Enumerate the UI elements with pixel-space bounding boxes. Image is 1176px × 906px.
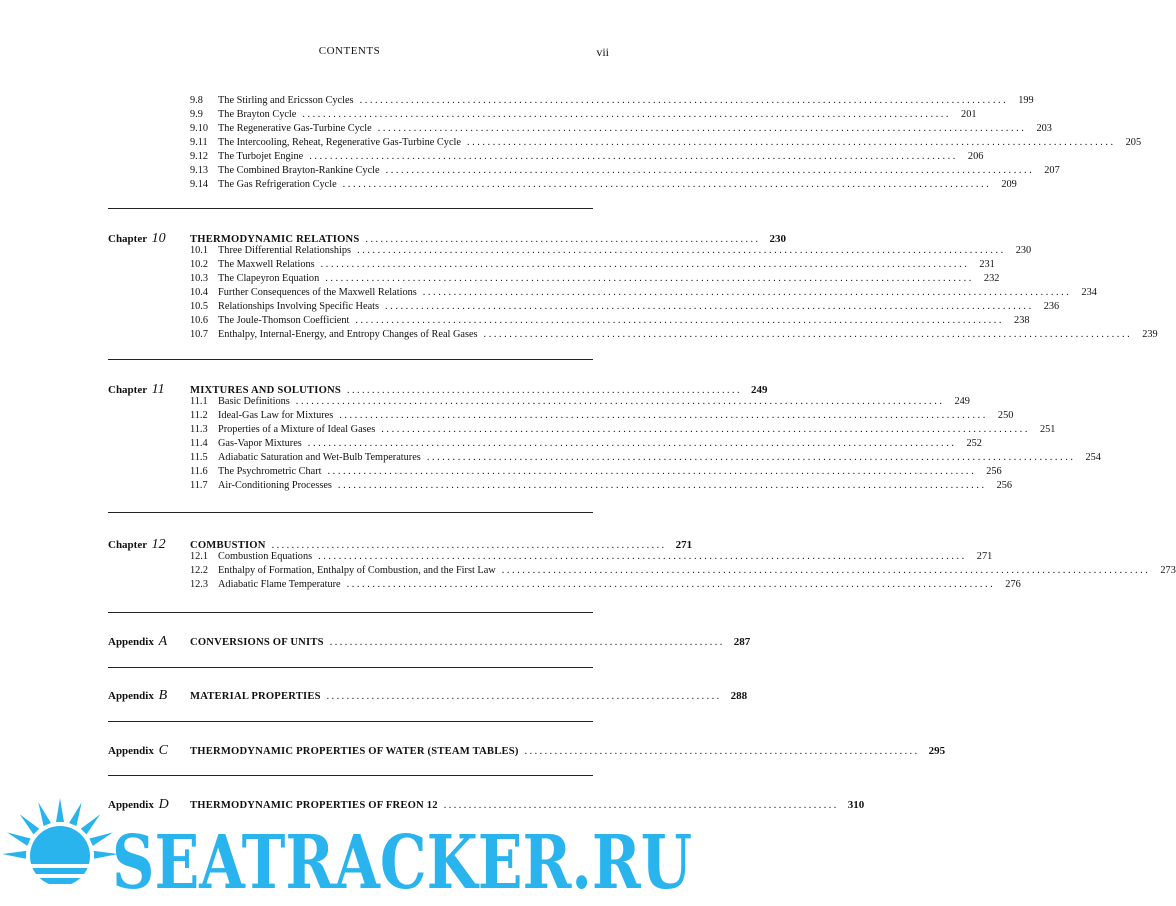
toc-section-entry[interactable]: 9.14 The Gas Refrigeration Cycle . . . 209	[190, 179, 593, 193]
appendix-letter: A	[158, 634, 168, 649]
toc-chapter-12[interactable]: Chapter 12 COMBUSTION . . . 271	[108, 537, 593, 553]
section-divider	[108, 612, 593, 613]
section-divider	[108, 359, 593, 360]
appendix-letter: C	[158, 743, 168, 758]
toc-section-entry[interactable]: 9.9 The Brayton Cycle . . . 201	[190, 109, 593, 123]
watermark-text: SEATRACKER.RU	[112, 820, 692, 906]
toc-section-entry[interactable]: 11.6 The Psychrometric Chart . . . 256	[190, 466, 593, 480]
page-title: CONTENTS	[318, 45, 381, 57]
toc-appendix-d[interactable]: Appendix D THERMODYNAMIC PROPERTIES OF FREON 12 . . . 310	[108, 797, 593, 813]
section-divider	[108, 667, 593, 668]
toc-section-entry[interactable]: 12.1 Combustion Equations . . . 271	[190, 551, 593, 565]
toc-section-entry[interactable]: 11.3 Properties of a Mixture of Ideal Gases . . . 251	[190, 424, 593, 438]
toc-section-entry[interactable]: 10.5 Relationships Involving Specific Heats . . . 236	[190, 301, 593, 315]
toc-section-entry[interactable]: 9.8 The Stirling and Ericsson Cycles . . . 199	[190, 95, 593, 109]
toc-section-entry[interactable]: 10.2 The Maxwell Relations . . . 231	[190, 259, 593, 273]
appendix-letter: B	[158, 688, 168, 703]
section-divider	[108, 512, 593, 513]
toc-section-entry[interactable]: 10.3 The Clapeyron Equation . . . 232	[190, 273, 593, 287]
chapter-number: 10	[151, 231, 166, 246]
toc-chapter-11[interactable]: Chapter 11 MIXTURES AND SOLUTIONS . . . 249	[108, 382, 593, 398]
watermark	[0, 790, 699, 906]
toc-appendix-a[interactable]: Appendix A CONVERSIONS OF UNITS . . . 287	[108, 634, 593, 650]
toc-section-entry[interactable]: 10.7 Enthalpy, Internal-Energy, and Entropy Changes of Real Gases . . . 239	[190, 329, 593, 343]
page-header	[0, 45, 699, 61]
page-number: vii	[596, 45, 609, 59]
toc-appendix-b[interactable]: Appendix B MATERIAL PROPERTIES . . . 288	[108, 688, 593, 704]
toc-section-entry[interactable]: 12.2 Enthalpy of Formation, Enthalpy of Combustion, and the First Law . . . 273	[190, 565, 593, 579]
toc-section-entry[interactable]: 11.7 Air-Conditioning Processes . . . 256	[190, 480, 593, 494]
toc-section-entry[interactable]: 10.4 Further Consequences of the Maxwell Relations . . . 234	[190, 287, 593, 301]
toc-section-entry[interactable]: 9.10 The Regenerative Gas-Turbine Cycle . . . 203	[190, 123, 593, 137]
chapter-number: 11	[151, 382, 165, 397]
toc-section-entry[interactable]: 11.1 Basic Definitions . . . 249	[190, 396, 593, 410]
toc-section-entry[interactable]: 11.2 Ideal-Gas Law for Mixtures . . . 250	[190, 410, 593, 424]
section-divider	[108, 775, 593, 776]
section-divider	[108, 208, 593, 209]
appendix-letter: D	[158, 797, 169, 812]
toc-section-entry[interactable]: 10.6 The Joule-Thomson Coefficient . . . 238	[190, 315, 593, 329]
toc-appendix-c[interactable]: Appendix C THERMODYNAMIC PROPERTIES OF WATER (STEAM TABLES) . . . 295	[108, 743, 593, 759]
toc-section-entry[interactable]: 9.12 The Turbojet Engine . . . 206	[190, 151, 593, 165]
toc-section-entry[interactable]: 9.13 The Combined Brayton-Rankine Cycle . . . 207	[190, 165, 593, 179]
toc-section-entry[interactable]: 12.3 Adiabatic Flame Temperature . . . 276	[190, 579, 593, 593]
toc-section-entry[interactable]: 11.5 Adiabatic Saturation and Wet-Bulb Temperatures . . . 254	[190, 452, 593, 466]
section-divider	[108, 721, 593, 722]
toc-section-entry[interactable]: 10.1 Three Differential Relationships . . . 230	[190, 245, 593, 259]
toc-section-entry[interactable]: 9.11 The Intercooling, Reheat, Regenerative Gas-Turbine Cycle . . . 205	[190, 137, 593, 151]
toc-chapter-10[interactable]: Chapter 10 THERMODYNAMIC RELATIONS . . . 230	[108, 231, 593, 247]
sun-icon	[0, 798, 120, 889]
toc-section-entry[interactable]: 11.4 Gas-Vapor Mixtures . . . 252	[190, 438, 593, 452]
chapter-number: 12	[151, 537, 166, 552]
